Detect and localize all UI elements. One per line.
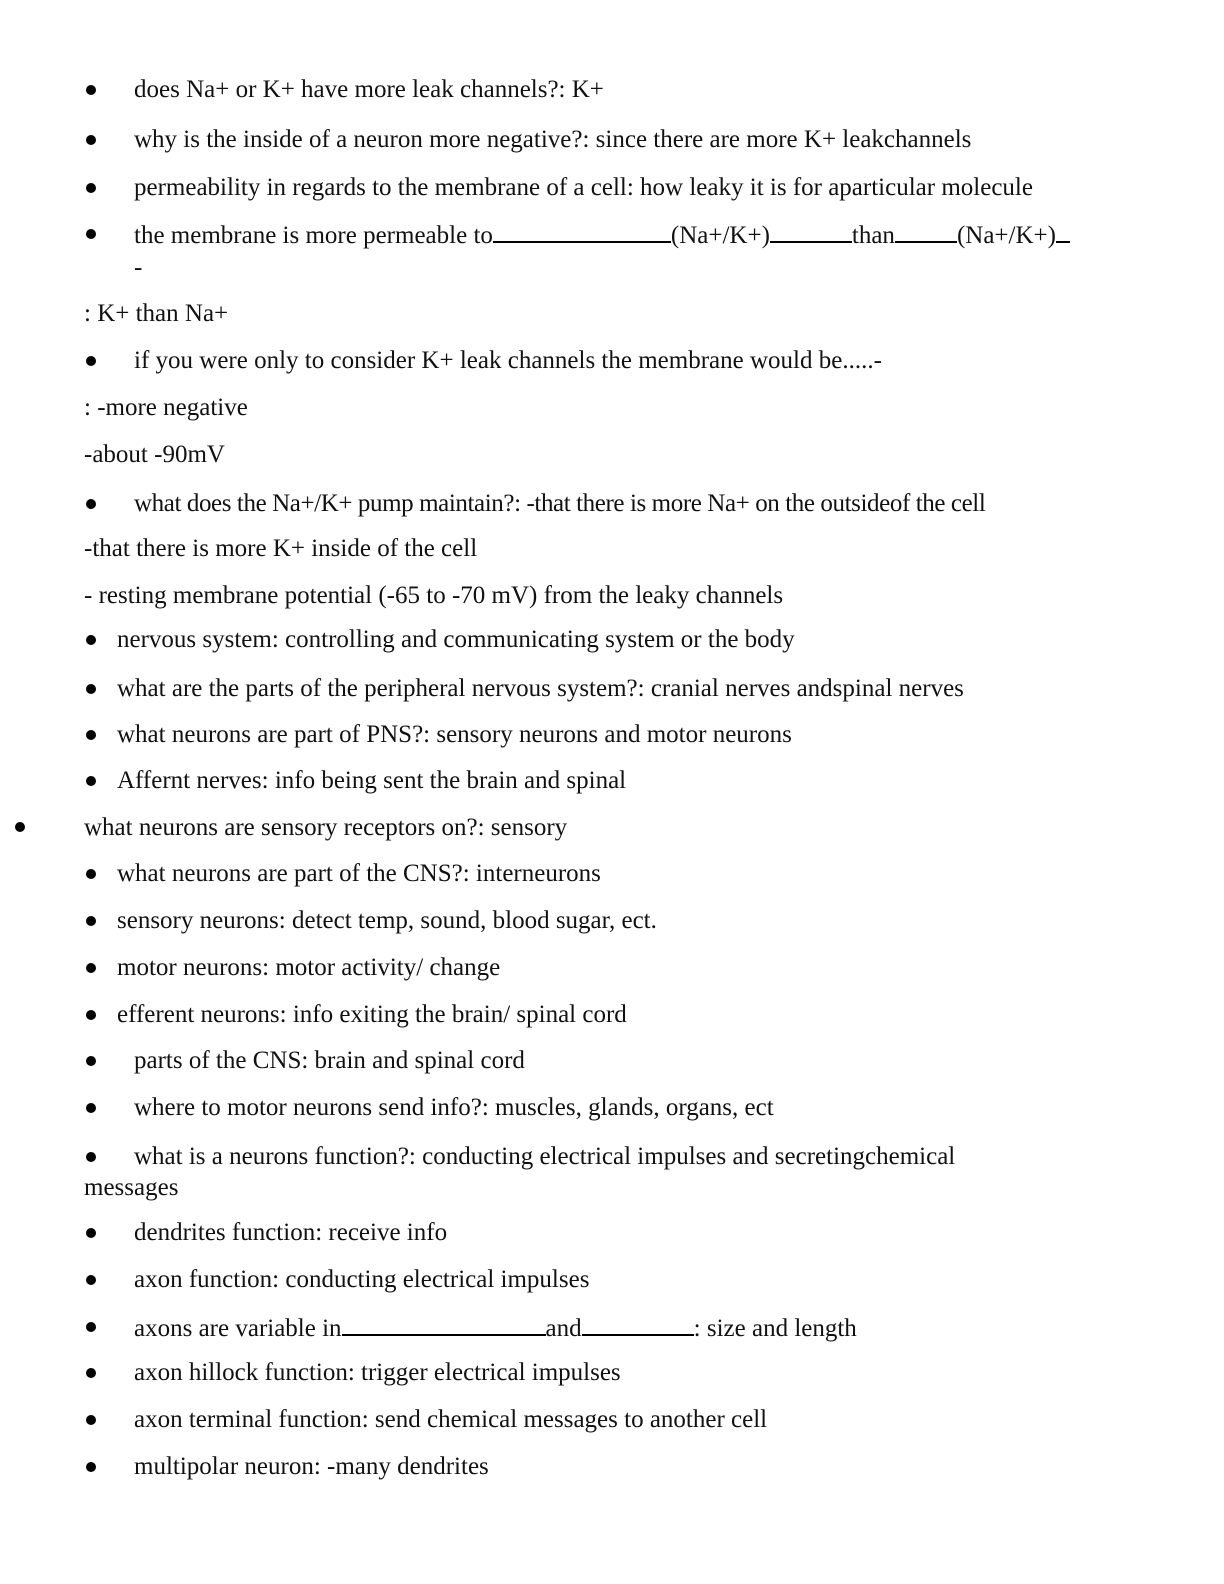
note-line: what neurons are part of the CNS?: interneurons (117, 860, 601, 887)
bullet-icon (86, 499, 96, 509)
bullet-icon (86, 85, 96, 95)
bullet-icon (86, 1275, 96, 1285)
bullet-icon (86, 1368, 96, 1378)
bullet-icon (86, 1462, 96, 1472)
bullet-icon (86, 684, 96, 694)
note-line: multipolar neuron: -many dendrites (134, 1453, 489, 1480)
blank-line (582, 1312, 694, 1336)
note-line: axon terminal function: send chemical messages to another cell (134, 1406, 768, 1433)
fill-text: (Na+/K+) (956, 222, 1056, 249)
note-line: motor neurons: motor activity/ change (117, 954, 501, 981)
note-line: Affernt nerves: info being sent the brain and spinal (117, 767, 627, 794)
bullet-icon (86, 963, 96, 973)
fill-in-line (134, 219, 1070, 251)
fill-text: the membrane is more permeable to (134, 222, 493, 249)
fill-text: (Na+/K+) (670, 222, 770, 249)
note-line: why is the inside of a neuron more negative?: since there are more K+ leakchannels (134, 126, 972, 153)
blank-line (342, 1312, 546, 1336)
note-line: if you were only to consider K+ leak channels the membrane would be.....- (134, 347, 882, 374)
note-line: -that there is more K+ inside of the cell (84, 535, 478, 562)
bullet-icon (86, 1322, 96, 1332)
bullet-icon (86, 1103, 96, 1113)
note-line: does Na+ or K+ have more leak channels?: K+ (134, 76, 604, 103)
note-line: what does the Na+/K+ pump maintain?: -that there is more Na+ on the outsideof the cell (134, 490, 986, 517)
bullet-icon (86, 356, 96, 366)
fill-in-line (134, 1312, 857, 1344)
bullet-icon (86, 1010, 96, 1020)
bullet-icon (86, 229, 96, 239)
note-line: dendrites function: receive info (134, 1219, 448, 1246)
blank-line (770, 219, 852, 243)
fill-text: and (545, 1315, 582, 1342)
note-line: where to motor neurons send info?: muscles, glands, organs, ect (134, 1094, 774, 1121)
bullet-icon (86, 916, 96, 926)
blank-line (493, 219, 671, 243)
note-line: - (134, 254, 143, 281)
bullet-icon (86, 1056, 96, 1066)
bullet-icon (86, 135, 96, 145)
note-line: sensory neurons: detect temp, sound, blood sugar, ect. (117, 907, 657, 934)
note-line: axon hillock function: trigger electrical impulses (134, 1359, 621, 1386)
fill-text: : size and length (693, 1315, 857, 1342)
note-line: axon function: conducting electrical impulses (134, 1266, 590, 1293)
bullet-icon (86, 730, 96, 740)
bullet-icon (86, 776, 96, 786)
bullet-icon (15, 822, 25, 832)
note-line: efferent neurons: info exiting the brain/ spinal cord (117, 1001, 627, 1028)
note-line: : K+ than Na+ (84, 300, 229, 327)
note-line: - resting membrane potential (-65 to -70 mV) from the leaky channels (84, 582, 784, 609)
note-line: what is a neurons function?: conducting electrical impulses and secretingchemical (134, 1143, 956, 1170)
note-line: what neurons are part of PNS?: sensory neurons and motor neurons (117, 721, 792, 748)
blank-line (1056, 219, 1070, 243)
bullet-icon (86, 869, 96, 879)
note-line: parts of the CNS: brain and spinal cord (134, 1047, 525, 1074)
note-line: nervous system: controlling and communicating system or the body (117, 626, 795, 653)
note-line-continued: messages (84, 1174, 179, 1201)
note-line: -about -90mV (84, 441, 225, 468)
note-line: : -more negative (84, 394, 248, 421)
bullet-icon (86, 1152, 96, 1162)
bullet-icon (86, 635, 96, 645)
fill-text: than (851, 222, 895, 249)
note-line: permeability in regards to the membrane of a cell: how leaky it is for aparticular molecule (134, 174, 1033, 201)
bullet-icon (86, 1415, 96, 1425)
bullet-icon (86, 183, 96, 193)
blank-line (895, 219, 957, 243)
note-line: what are the parts of the peripheral nervous system?: cranial nerves andspinal nerves (117, 675, 964, 702)
fill-text: axons are variable in (134, 1315, 342, 1342)
note-line: what neurons are sensory receptors on?: sensory (84, 814, 568, 841)
bullet-icon (86, 1228, 96, 1238)
